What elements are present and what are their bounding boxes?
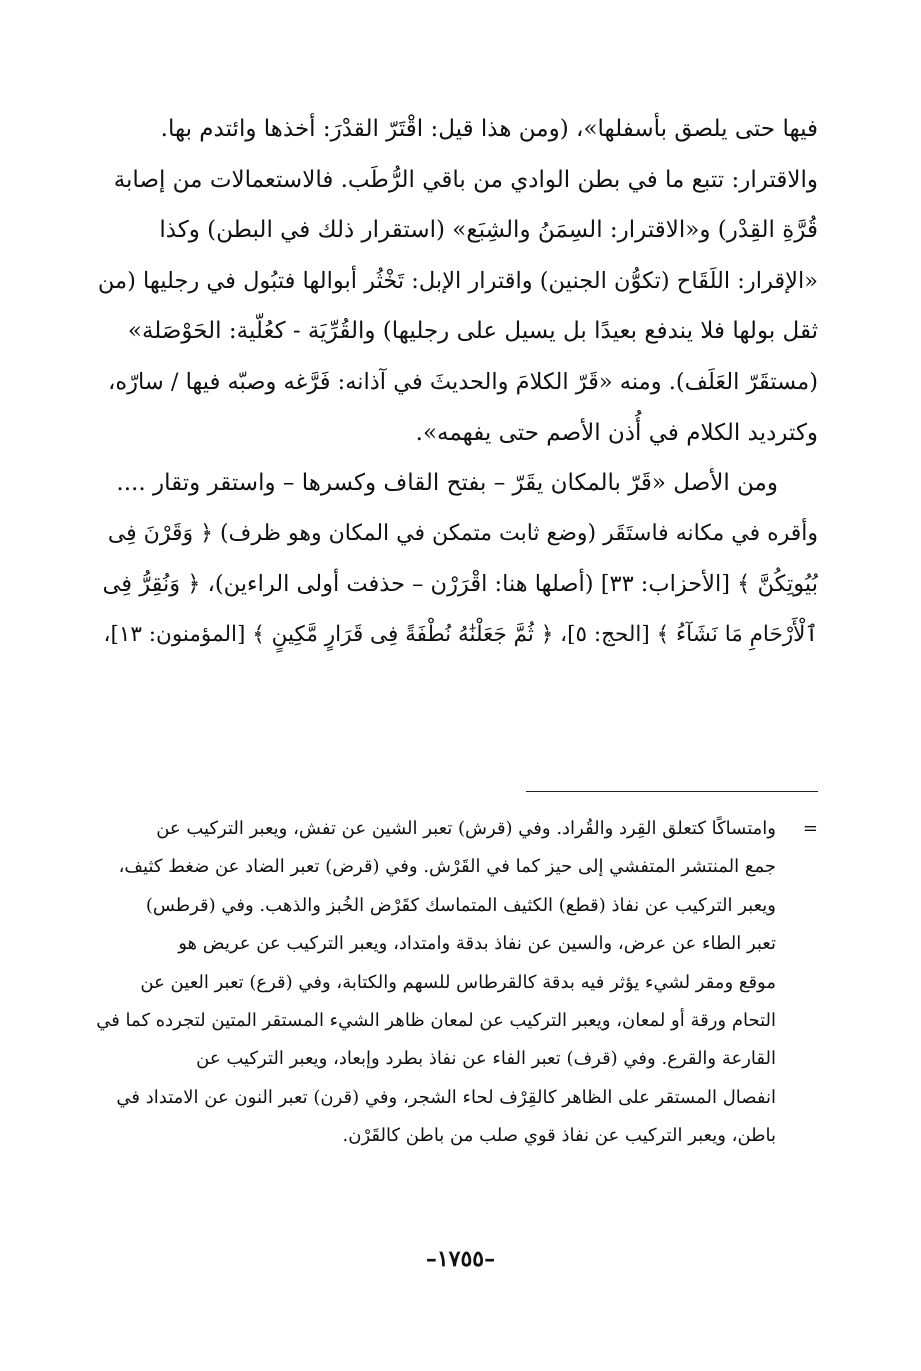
main-text-line: وأقره في مكانه فاستَقَر (وضع ثابت متمكن في المكان وهو ظرف) ﴿ وَقَرْنَ فِى bbox=[107, 520, 818, 546]
footnote-line: باطن، ويعبر التركيب عن نفاذ قوي صلب من باطن كالقَرْن. bbox=[342, 1125, 776, 1147]
main-text-line: «الإقرار: اللَقَاح (تكوُّن الجنين) واقترار الإبل: تَخْثُر أبوالها فتبُول في رجليها (من bbox=[97, 267, 818, 294]
footnote-line: وامتساكًا كتعلق القِرد والقُراد. وفي (قرش) تعبر الشين عن تفش، ويعبر التركيب عن bbox=[156, 818, 776, 839]
main-text-line: ٱلْأَرْحَامِ مَا نَشَآءُ ﴾ [الحج: ٥]، ﴿ ثُمَّ جَعَلْنَٰهُ نُطْفَةً فِى قَرَارٍ مَّكِينٍ ﴾ [المؤمنون: ١٣]، bbox=[103, 621, 818, 647]
footnote-line: موقع ومقر لشيء يؤثر فيه بدقة كالقرطاس للسهم والكتابة، وفي (قرع) تعبر العين عن bbox=[140, 971, 776, 993]
footnote-line: انفصال المستقر على الظاهر كالقِرْف لحاء الشجر، وفي (قرن) تعبر النون عن الامتداد في bbox=[116, 1086, 776, 1108]
footnote-divider bbox=[526, 791, 818, 792]
footnote-line: تعبر الطاء عن عرض، والسين عن نفاذ بدقة وامتداد، ويعبر التركيب عن عريض هو bbox=[178, 933, 776, 955]
footnote-block bbox=[96, 810, 818, 1156]
main-text-line: ثقل بولها فلا يندفع بعيدًا بل يسيل على رجليها) والقُرِّيَة - كعُلّية: الحَوْصَلة» bbox=[127, 318, 818, 345]
main-text-line: قُرَّةِ القِدْر) و«الاقترار: السِمَنُ والشِبَع» (استقرار ذلك في البطن) وكذا bbox=[159, 217, 818, 244]
main-text-line-end: وكترديد الكلام في أُذن الأصم حتى يفهمه». bbox=[415, 419, 818, 446]
footnote-line: ويعبر التركيب عن نفاذ (قطع) الكثيف المتماسك كقَرْض الخُبز والذهب. وفي (قرطس) bbox=[145, 894, 776, 916]
footnote-continuation-marker: = bbox=[802, 818, 818, 839]
main-text-line-indented: ومن الأصل «قَرّ بالمكان يقَرّ – بفتح القاف وكسرها – واستقر وتقار .... bbox=[116, 470, 778, 497]
page-number: –١٧٥٥– bbox=[425, 1246, 496, 1272]
main-text-block bbox=[96, 104, 818, 661]
footnote-line: جمع المنتشر المتفشي إلى حيز كما في القَرْش. وفي (قرض) تعبر الضاد عن ضغط كثيف، bbox=[118, 856, 776, 878]
main-text-line: فيها حتى يلصق بأسفلها»، (ومن هذا قيل: اقْتَرّ القدْرَ: أخذها وائتدم بها. bbox=[160, 116, 818, 142]
main-text-line: (مستقَرّ العَلَف). ومنه «قَرّ الكلامَ والحديثَ في آذانه: فَرَّغه وصبّه فيها / سارّه، bbox=[108, 368, 818, 395]
footnote-line: التحام ورقة أو لمعان، ويعبر التركيب عن لمعان ظاهر الشيء المستقر المتين لتجرده كما في bbox=[96, 1009, 776, 1031]
footnote-line: القارعة والقرع. وفي (قرف) تعبر الفاء عن نفاذ بطرد وإبعاد، ويعبر التركيب عن bbox=[196, 1048, 776, 1070]
main-text-line: بُيُوتِكُنَّ ﴾ [الأحزاب: ٣٣] (أصلها هنا: اقْرَرْن – حذفت أولى الراءين)، ﴿ وَنُقِرُّ فِى bbox=[102, 571, 818, 598]
main-text-line: والاقترار: تتبع ما في بطن الوادي من باقي الرُّطَب. فالاستعمالات من إصابة bbox=[113, 166, 818, 193]
